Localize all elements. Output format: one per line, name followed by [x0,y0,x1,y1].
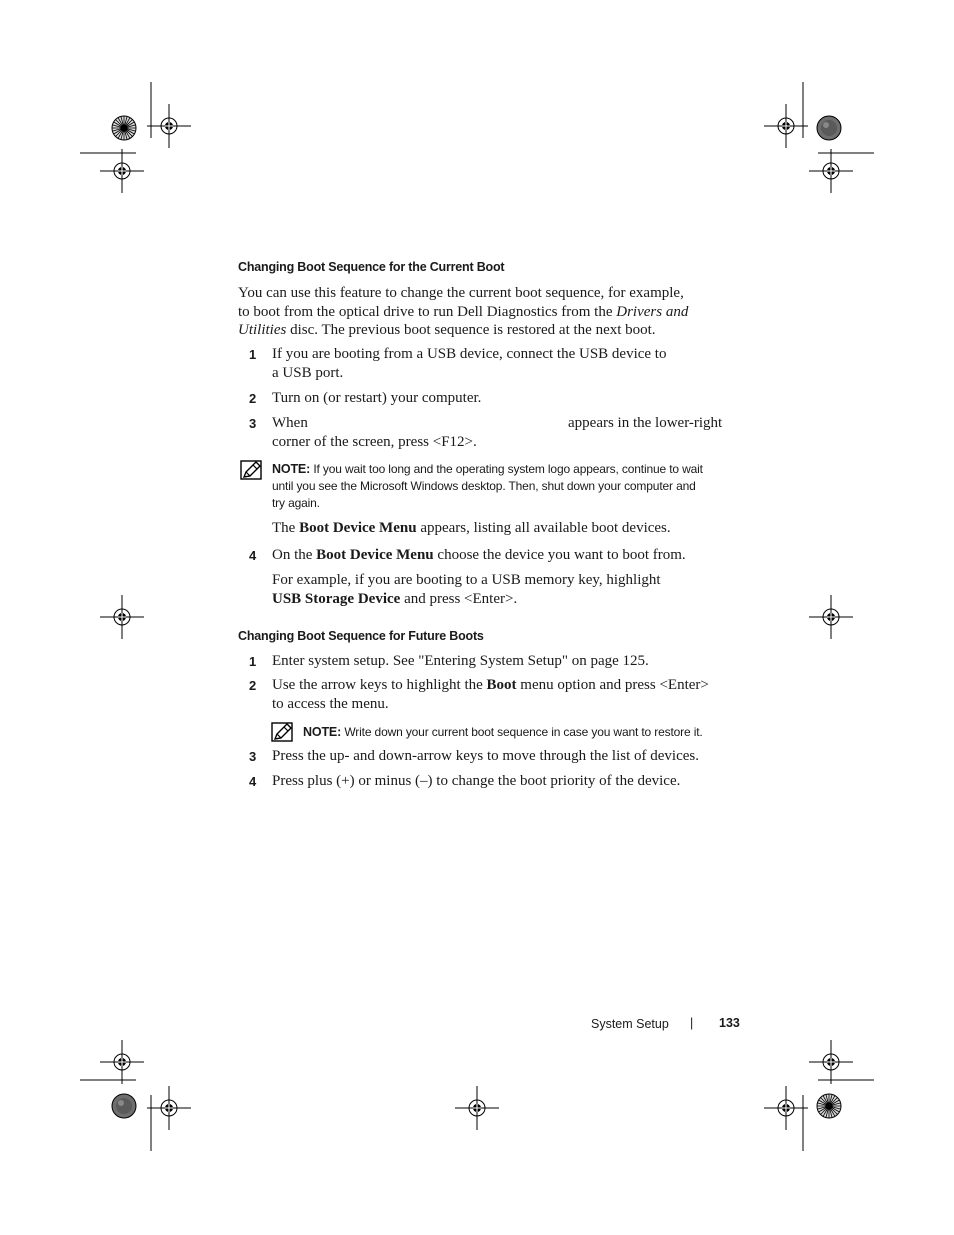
registration-mark-icon [764,1086,808,1130]
step-text: Enter system setup. See "Entering System Setup" on page 125. [272,653,649,669]
step-text: Press the up- and down-arrow keys to move through the list of devices. [272,748,699,764]
registration-mark-icon [764,104,808,148]
step-text: Press plus (+) or minus (–) to change the boot priority of the device. [272,773,681,789]
step-text: On the Boot Device Menu choose the device you want to boot from. [272,547,686,563]
step-number: 1 [249,347,257,362]
registration-mark-icon [809,1040,853,1084]
sunburst-target-icon [817,1094,841,1118]
registration-mark-icon [100,1040,144,1084]
registration-mark-icon [455,1086,499,1130]
note-callout: NOTE: Write down your current boot sequence in case you want to restore it. [303,725,703,739]
registration-mark-icon [100,149,144,193]
footer-separator: | [690,1016,694,1030]
step-number: 4 [249,774,257,789]
step-number: 1 [249,654,257,669]
sunburst-target-icon [112,1094,136,1118]
boot-menu-paragraph: The Boot Device Menu appears, listing all available boot devices. [272,520,671,536]
note-pencil-icon [240,460,262,480]
page-number: 133 [719,1016,740,1030]
registration-mark-icon [809,595,853,639]
step-text: When [272,415,308,431]
step-text: Turn on (or restart) your computer. [272,390,482,406]
note-callout: NOTE: If you wait too long and the operating system logo appears, continue to wait until you see the Microsoft Windows desktop. Then, shut down your computer and try again. [272,462,703,510]
step-number: 2 [249,391,257,406]
step-text: corner of the screen, press <F12>. [272,434,477,450]
step-text: appears in the lower-right [568,415,723,431]
registration-mark-icon [147,104,191,148]
step-text: Use the arrow keys to highlight the Boot menu option and press <Enter> to access the menu. [272,677,709,712]
sunburst-target-icon [817,116,841,140]
step-number: 2 [249,678,257,693]
sunburst-target-icon [112,116,136,140]
section-heading-current-boot: Changing Boot Sequence for the Current Boot [238,260,505,274]
intro-paragraph: You can use this feature to change the current boot sequence, for example, to boot from the optical drive to run Dell Diagnostics from the Drivers and Utilities disc. The previous boot sequence is restored at the next boot. [238,285,689,339]
step-number: 3 [249,416,257,431]
step-number: 3 [249,749,257,764]
registration-mark-icon [100,595,144,639]
section-heading-future-boots: Changing Boot Sequence for Future Boots [238,629,484,643]
footer-section-title: System Setup [591,1017,669,1031]
step-text: If you are booting from a USB device, connect the USB device to a USB port. [272,346,667,381]
step-number: 4 [249,548,257,563]
registration-mark-icon [147,1086,191,1130]
note-pencil-icon [271,722,293,742]
example-paragraph: For example, if you are booting to a USB memory key, highlight USB Storage Device and press <Enter>. [272,572,661,607]
registration-mark-icon [809,149,853,193]
